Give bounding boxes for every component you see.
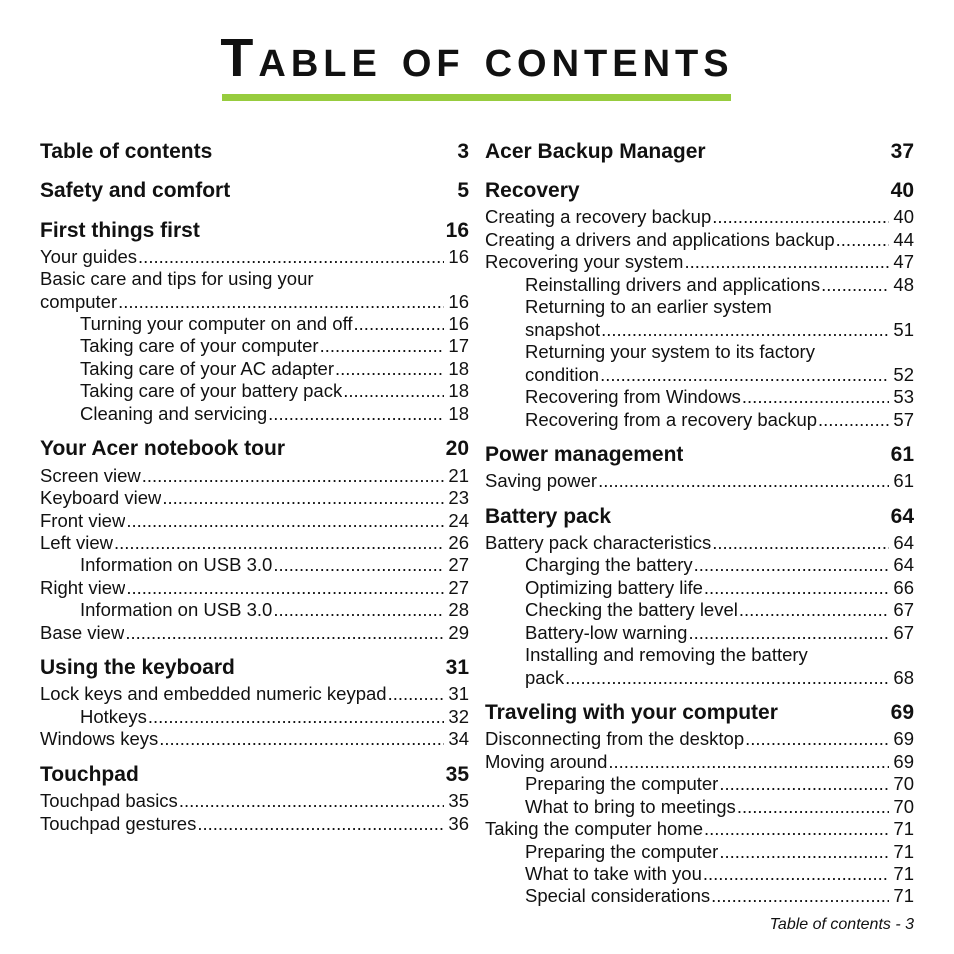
toc-subentry[interactable]: Battery-low warning ..... 67 [485, 622, 914, 644]
toc-subentry[interactable]: Taking care of your computer ..... 17 [40, 335, 469, 357]
toc-section-battery[interactable]: Battery pack 64 [485, 505, 914, 528]
toc-entry[interactable]: Recovering your system ..... 47 [485, 251, 914, 273]
toc-subentry[interactable]: Recovering from a recovery backup ..... 57 [485, 409, 914, 431]
toc-entry[interactable]: Windows keys ..... 34 [40, 728, 469, 750]
toc-entry[interactable]: Disconnecting from the desktop ..... 69 [485, 728, 914, 750]
toc-subentry[interactable]: Information on USB 3.0 ..... 27 [40, 554, 469, 576]
toc-subentry[interactable]: Preparing the computer ..... 70 [485, 773, 914, 795]
title-underline [222, 94, 731, 101]
toc-entry[interactable]: Your guides ..... 16 [40, 246, 469, 268]
toc-subentry-line[interactable]: Installing and removing the battery [525, 644, 808, 665]
toc-entry[interactable]: Touchpad gestures ..... 36 [40, 813, 469, 835]
toc-section-recovery[interactable]: Recovery 40 [485, 179, 914, 202]
toc-section-table-of-contents[interactable]: Table of contents 3 [40, 140, 469, 163]
toc-section-notebook-tour[interactable]: Your Acer notebook tour 20 [40, 437, 469, 460]
toc-subentry[interactable]: Recovering from Windows ..... 53 [485, 386, 914, 408]
toc-entry[interactable]: computer ..... 16 [40, 291, 469, 313]
toc-subentry[interactable]: Taking care of your battery pack ..... 18 [40, 380, 469, 402]
toc-subentry[interactable]: Special considerations ..... 71 [485, 885, 914, 907]
toc-subentry[interactable]: Optimizing battery life ..... 66 [485, 577, 914, 599]
toc-entry[interactable]: Screen view ..... 21 [40, 465, 469, 487]
toc-entry[interactable]: Saving power ..... 61 [485, 470, 914, 492]
toc-entry[interactable]: Touchpad basics ..... 35 [40, 790, 469, 812]
toc-entry[interactable]: Lock keys and embedded numeric keypad ..... 31 [40, 683, 469, 705]
toc-section-backup-manager[interactable]: Acer Backup Manager 37 [485, 140, 914, 163]
toc-entry[interactable]: Front view ..... 24 [40, 510, 469, 532]
page-title: Table of contents [220, 28, 734, 88]
page-footer: Table of contents - 3 [769, 916, 914, 933]
toc-subentry[interactable]: Taking care of your AC adapter ..... 18 [40, 358, 469, 380]
toc-subentry[interactable]: Reinstalling drivers and applications ..... 48 [485, 274, 914, 296]
toc-subentry[interactable]: Cleaning and servicing ..... 18 [40, 403, 469, 425]
toc-section-power[interactable]: Power management 61 [485, 443, 914, 466]
toc-section-safety[interactable]: Safety and comfort 5 [40, 179, 469, 202]
toc-entry[interactable]: Moving around ..... 69 [485, 751, 914, 773]
toc-entry-line[interactable]: Basic care and tips for using your [40, 268, 314, 289]
toc-subentry[interactable]: Checking the battery level ..... 67 [485, 599, 914, 621]
toc-section-keyboard[interactable]: Using the keyboard 31 [40, 656, 469, 679]
toc-entry[interactable]: Keyboard view ..... 23 [40, 487, 469, 509]
toc-subentry[interactable]: condition ..... 52 [485, 364, 914, 386]
toc-subentry[interactable]: Charging the battery ..... 64 [485, 554, 914, 576]
toc-entry[interactable]: Taking the computer home ..... 71 [485, 818, 914, 840]
toc-subentry-line[interactable]: Returning your system to its factory [525, 341, 815, 362]
toc-subentry[interactable]: What to take with you ..... 71 [485, 863, 914, 885]
toc-entry[interactable]: Base view ..... 29 [40, 622, 469, 644]
toc-section-first-things[interactable]: First things first 16 [40, 219, 469, 242]
toc-section-traveling[interactable]: Traveling with your computer 69 [485, 701, 914, 724]
toc-section-touchpad[interactable]: Touchpad 35 [40, 763, 469, 786]
toc-subentry[interactable]: pack ..... 68 [485, 667, 914, 689]
toc-subentry-line[interactable]: Returning to an earlier system [525, 296, 772, 317]
toc-entry[interactable]: Battery pack characteristics ..... 64 [485, 532, 914, 554]
toc-subentry[interactable]: What to bring to meetings ..... 70 [485, 796, 914, 818]
toc-subentry[interactable]: snapshot ..... 51 [485, 319, 914, 341]
toc-entry[interactable]: Creating a recovery backup ..... 40 [485, 206, 914, 228]
toc-entry[interactable]: Creating a drivers and applications backup ..... 44 [485, 229, 914, 251]
toc-subentry[interactable]: Hotkeys ..... 32 [40, 706, 469, 728]
toc-subentry[interactable]: Turning your computer on and off ..... 16 [40, 313, 469, 335]
toc-subentry[interactable]: Preparing the computer ..... 71 [485, 841, 914, 863]
toc-entry[interactable]: Right view ..... 27 [40, 577, 469, 599]
toc-subentry[interactable]: Information on USB 3.0 ..... 28 [40, 599, 469, 621]
toc-entry[interactable]: Left view ..... 26 [40, 532, 469, 554]
